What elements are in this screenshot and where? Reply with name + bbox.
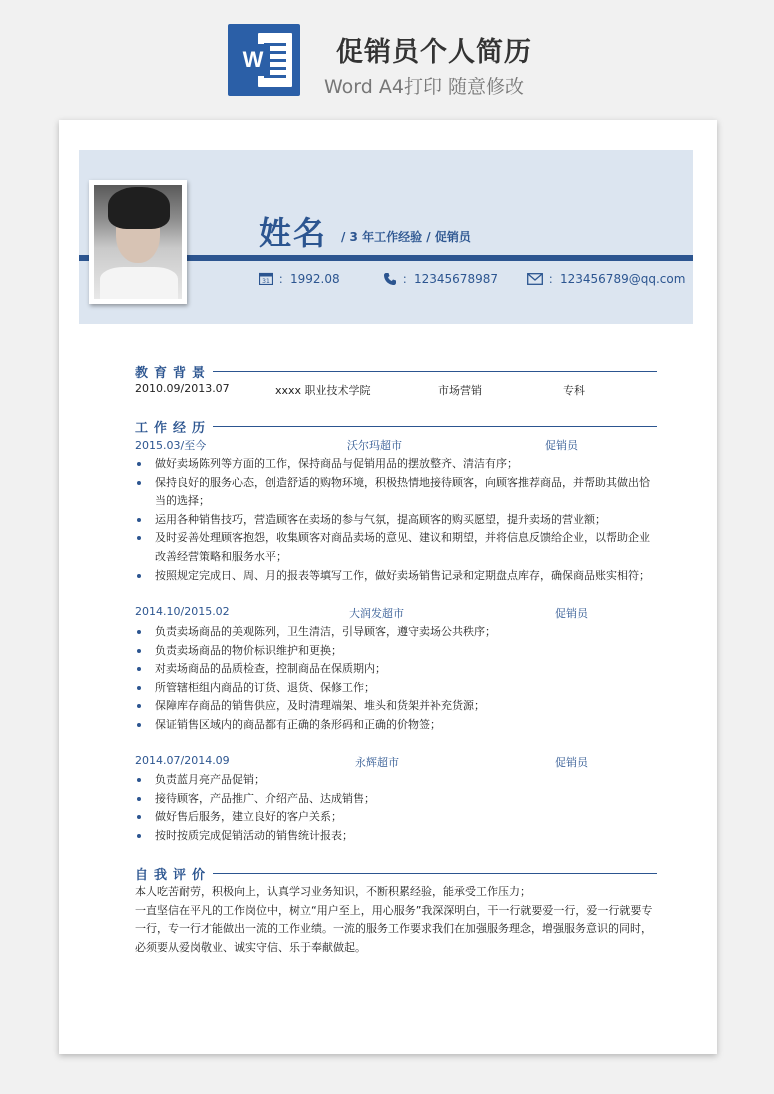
calendar-icon	[259, 272, 273, 285]
list-item: 做好卖场陈列等方面的工作，保持商品与促销用品的摆放整齐、清洁有序；	[135, 455, 655, 474]
resume-page	[59, 120, 717, 1054]
list-item: 接待顾客，产品推广、介绍产品、达成销售；	[135, 790, 655, 809]
job-period: 2014.10/2015.02	[135, 605, 230, 618]
education-period: 2010.09/2013.07	[135, 382, 230, 395]
list-item: 负责卖场商品的物价标识维护和更换；	[135, 642, 655, 661]
job-period: 2015.03/至今	[135, 439, 207, 452]
job-period: 2014.07/2014.09	[135, 754, 230, 767]
list-item: 对卖场商品的品质检查，控制商品在保质期内；	[135, 660, 655, 679]
svg-text:31: 31	[262, 278, 270, 285]
experience-meta: / 3 年工作经验 / 促销员	[341, 230, 471, 244]
mail-icon	[527, 273, 543, 285]
job-role: 促销员	[545, 439, 578, 452]
list-item: 所管辖柜组内商品的订货、退货、保修工作；	[135, 679, 655, 698]
job-duties	[135, 455, 655, 585]
job-duties	[135, 623, 655, 735]
list-item: 负责卖场商品的美观陈列，卫生清洁，引导顾客，遵守卖场公共秩序；	[135, 623, 655, 642]
banner-subtitle: Word A4打印 随意修改	[324, 76, 525, 98]
candidate-name: 姓名	[259, 214, 328, 252]
education-school: xxxx 职业技术学院	[275, 384, 371, 397]
list-item: 保持良好的服务心态，创造舒适的购物环境，积极热情地接待顾客，向顾客推荐商品，并帮助其做出恰当的选择；	[135, 474, 655, 511]
job-duties	[135, 771, 655, 845]
list-item: 保证销售区域内的商品都有正确的条形码和正确的价物签；	[135, 716, 655, 735]
list-item: 及时妥善处理顾客抱怨，收集顾客对商品卖场的意见、建议和期望，并将信息反馈给企业，以帮助企业改善经营策略和服务水平；	[135, 529, 655, 566]
job-company: 大润发超市	[349, 607, 404, 620]
education-title: 教育背景	[135, 362, 213, 381]
work-title: 工作经历	[135, 417, 213, 436]
word-icon-letter: W	[236, 44, 270, 76]
phone-number: ：12345678987	[402, 272, 498, 286]
self-eval-line: 一直坚信在平凡的工作岗位中，树立“用户至上，用心服务”我深深明白，干一行就要爱一行，爱一行就要专一行，专一行才能做出一流的工作业绩。一流的服务工作要求我们在加强服务理念，增强服务意识的同时，必须要从爱岗敬业、诚实守信、乐于奉献做起。	[135, 903, 653, 954]
list-item: 运用各种销售技巧，营造顾客在卖场的参与气氛，提高顾客的购买愿望，提升卖场的营业额；	[135, 511, 655, 530]
list-item: 保障库存商品的销售供应，及时清理端架、堆头和货架并补充货源；	[135, 697, 655, 716]
self-eval-rule	[209, 873, 657, 874]
phone-icon	[383, 272, 397, 286]
list-item: 负责蓝月亮产品促销；	[135, 771, 655, 790]
profile-photo	[94, 185, 182, 299]
list-item: 做好售后服务，建立良好的客户关系；	[135, 808, 655, 827]
list-item: 按时按质完成促销活动的销售统计报表；	[135, 827, 655, 846]
word-icon	[228, 24, 300, 96]
job-role: 促销员	[555, 756, 588, 769]
work-rule	[209, 426, 657, 427]
education-degree: 专科	[563, 384, 585, 397]
education-major: 市场营销	[438, 384, 482, 397]
list-item: 按照规定完成日、周、月的报表等填写工作，做好卖场销售记录和定期盘点库存，确保商品账实相符；	[135, 567, 655, 586]
avatar	[89, 180, 187, 304]
birth-info	[259, 270, 340, 287]
education-rule	[209, 371, 657, 372]
job-role: 促销员	[555, 607, 588, 620]
banner	[0, 0, 774, 118]
self-eval-title: 自我评价	[135, 864, 213, 883]
email-address: ：123456789@qq.com	[548, 272, 686, 286]
self-eval-text	[135, 883, 655, 957]
banner-title: 促销员个人简历	[336, 37, 532, 68]
phone-info	[383, 270, 498, 287]
job-company: 永辉超市	[355, 756, 399, 769]
birth-date: ：1992.08	[278, 272, 340, 286]
job-company: 沃尔玛超市	[347, 439, 402, 452]
self-eval-line: 本人吃苦耐劳，积极向上，认真学习业务知识，不断积累经验，能承受工作压力；	[135, 885, 531, 898]
email-info	[527, 270, 685, 287]
